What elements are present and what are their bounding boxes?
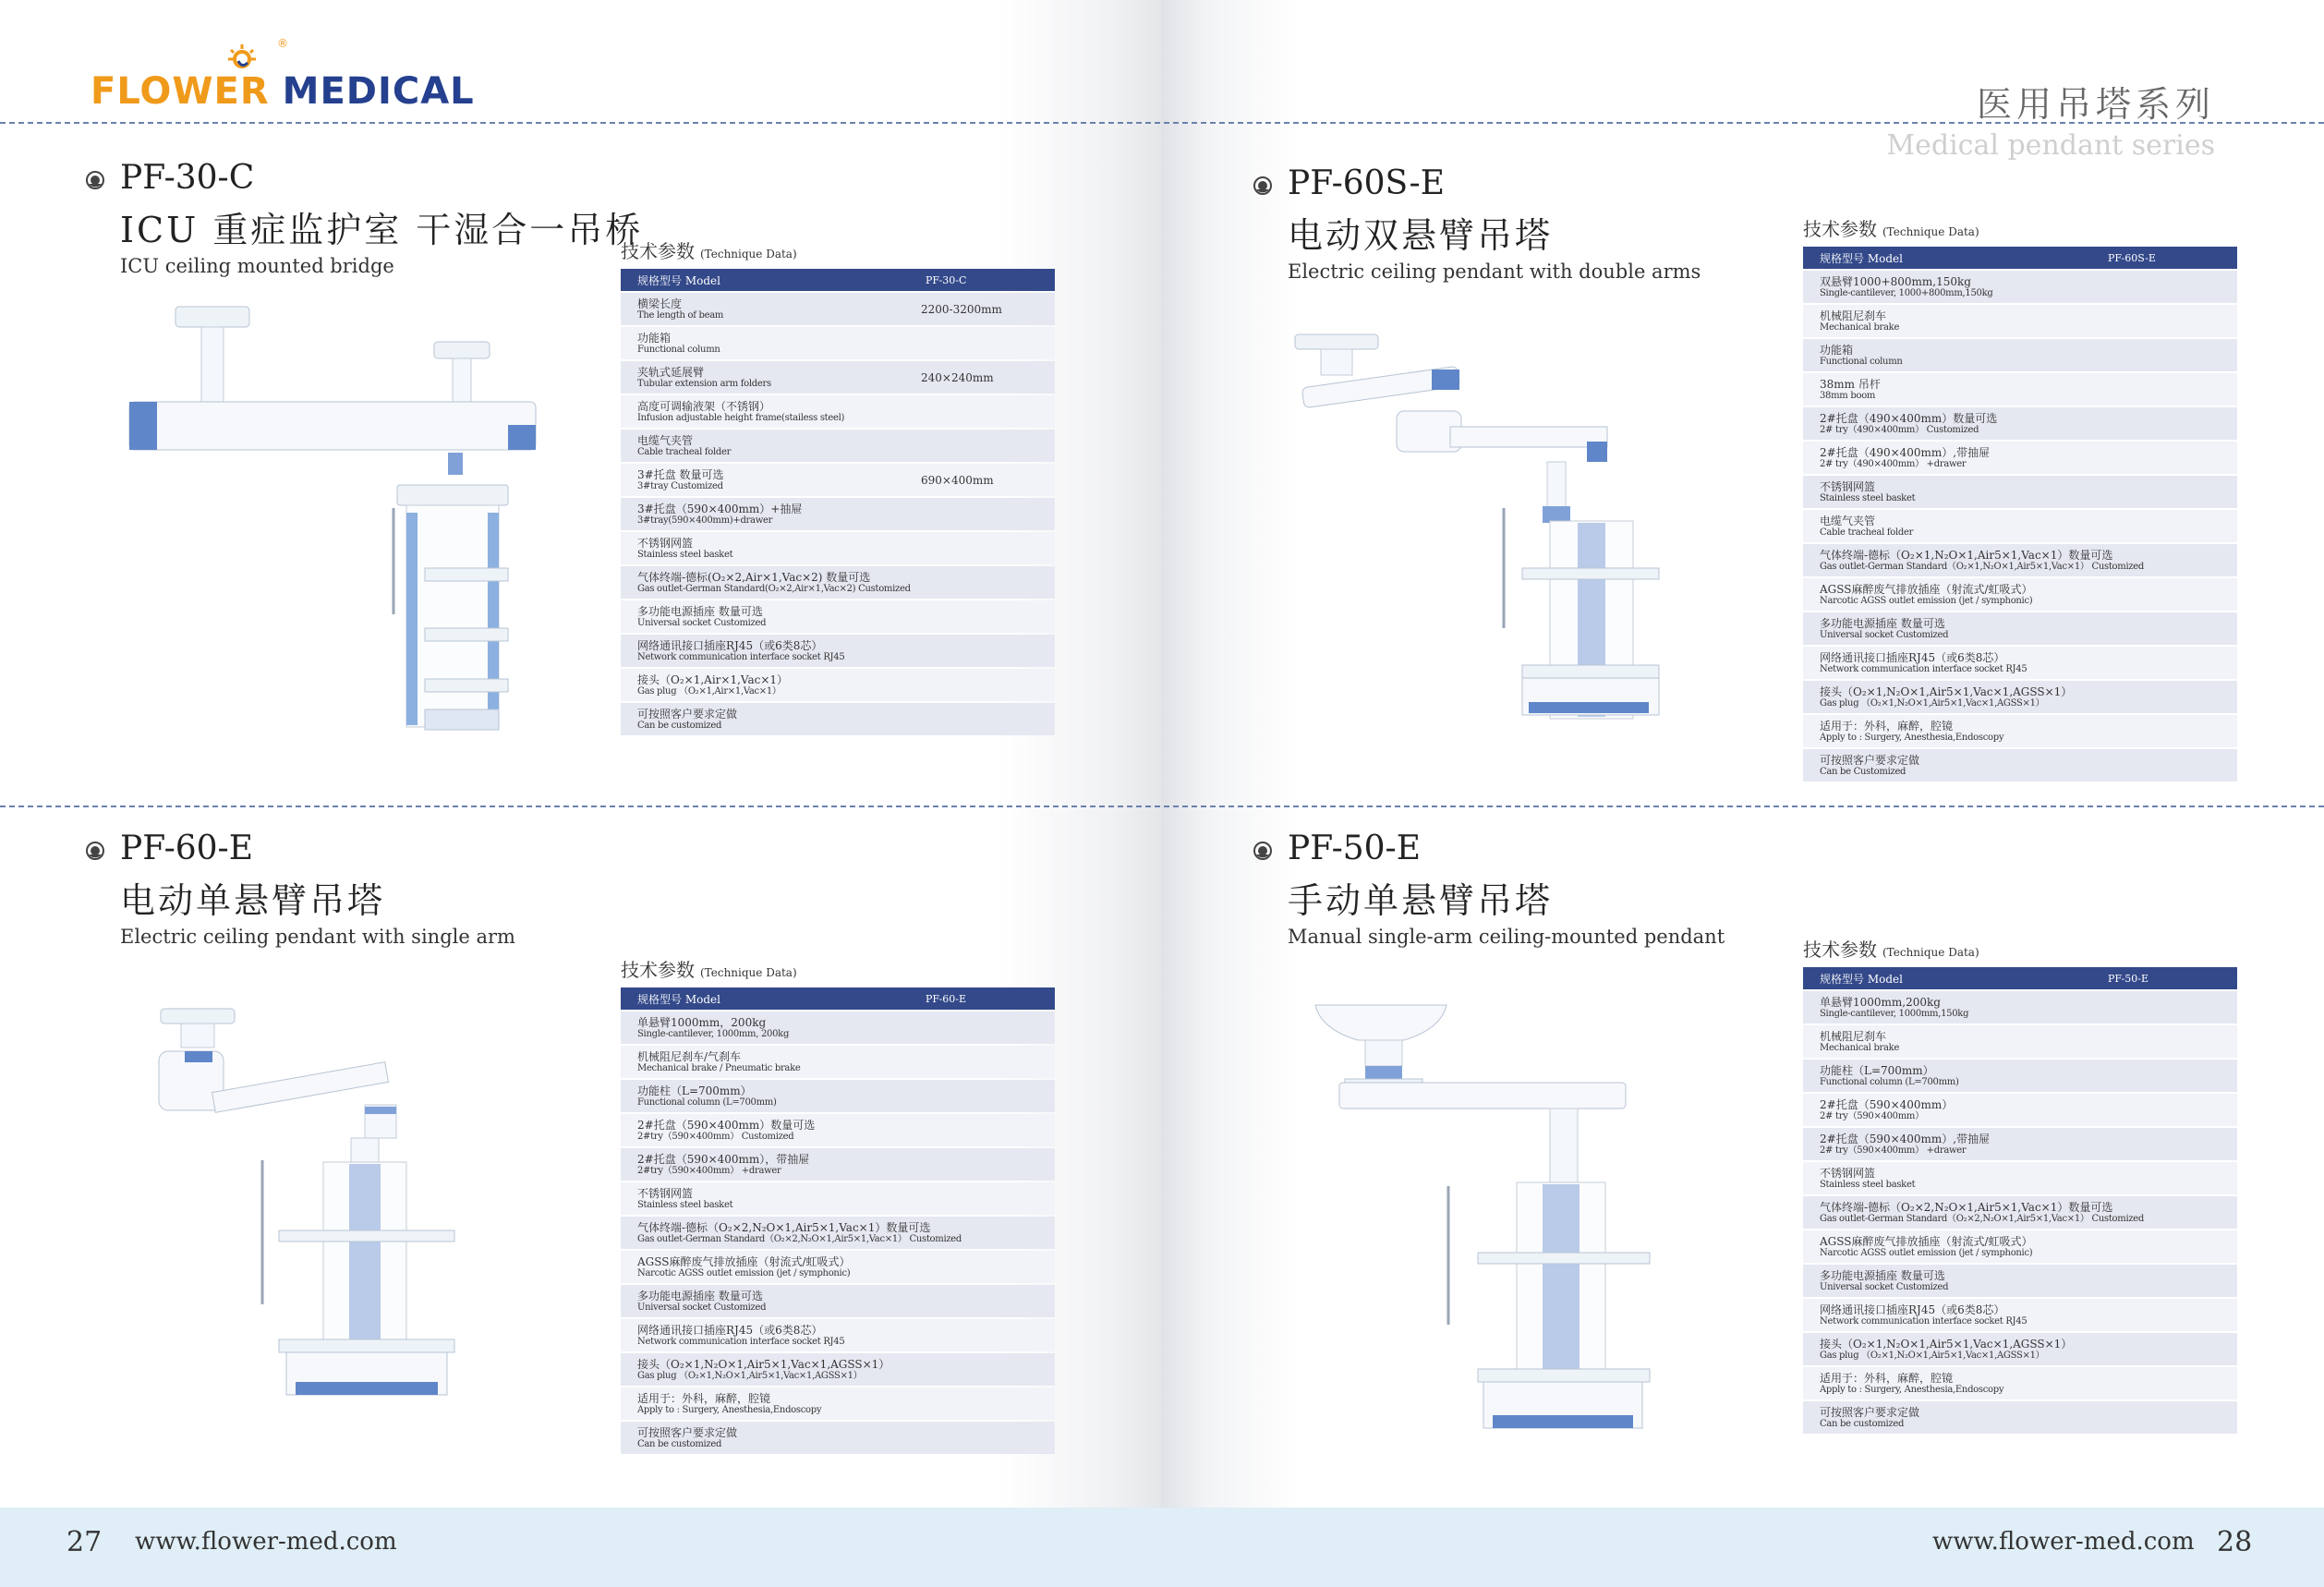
tech-row-label-en: Apply to : Surgery, Anesthesia,Endoscopy (637, 1404, 822, 1415)
tech-row-label-en: Universal socket Customized (1820, 1281, 1949, 1292)
tech-row (1803, 1025, 2237, 1058)
tech-row-label-cn: 接头（O₂×1,Air×1,Vac×1） (637, 672, 789, 686)
tech-row-label-en: Narcotic AGSS outlet emission (jet / symphonic) (1820, 1247, 2033, 1258)
tech-row (621, 464, 1055, 496)
tech-row-label-cn: 多功能电源插座 数量可选 (637, 1289, 763, 1302)
tech-title: 技术参数 (Technique Data) (621, 240, 797, 262)
tech-row-label-en: Functional column (L=700mm) (637, 1096, 777, 1108)
tech-row-label-cn: 网络通讯接口插座RJ45（或6类8芯） (637, 638, 823, 652)
tech-row-label-en: Cable tracheal folder (637, 446, 732, 457)
tech-row-label-cn: AGSS麻醉废气排放插座（射流式/虹吸式） (1820, 1234, 2033, 1248)
tech-row-label-en: Network communication interface socket RJ45 (637, 651, 845, 662)
tech-row-label-cn: 2#托盘（590×400mm） (1820, 1097, 1954, 1111)
series-title-en: Medical pendant series (1886, 129, 2215, 162)
tech-row-label-en: Gas plug （O₂×1,N₂O×1,Air5×1,Vac×1,AGSS×1） (1820, 697, 2045, 709)
tech-row (621, 600, 1055, 633)
tech-row-label-cn: 不锈钢网篮 (637, 1186, 694, 1200)
tech-row-label-cn: 网络通讯接口插座RJ45（或6类8芯） (637, 1323, 823, 1337)
tech-row-label-en: Can be customized (637, 1438, 722, 1449)
tech-row (1803, 373, 2237, 406)
tech-row-label-cn: 气体终端-德标（O₂×2,N₂O×1,Air5×1,Vac×1）数量可选 (1820, 1200, 2113, 1214)
page-number-right: 28 (2217, 1526, 2253, 1558)
tech-row (621, 1387, 1055, 1420)
brand-name-part2: MEDICAL (282, 70, 475, 113)
tech-row-label-en: Gas outlet-German Standard（O₂×2,N₂O×1,Air5×1,Vac×1） Customized (1820, 1213, 2145, 1224)
tech-row-label-cn: 夹轨式延展臂 (637, 365, 705, 379)
tech-row (621, 1046, 1055, 1078)
tech-row (1803, 407, 2237, 440)
series-title-cn: 医用吊塔系列 (1976, 84, 2215, 125)
pf-60-e-product-image (157, 1003, 490, 1437)
tech-row-label-en: Apply to : Surgery, Anesthesia,Endoscopy (1820, 1384, 2004, 1395)
tech-row (621, 1319, 1055, 1351)
tech-row-label-en: Mechanical brake (1820, 321, 1900, 333)
tech-row-label-cn: AGSS麻醉废气排放插座（射流式/虹吸式） (1820, 582, 2033, 596)
tech-row-label-en: Single-cantilever, 1000mm,150kg (1820, 1008, 1969, 1019)
tech-row-label-en: Stainless steel basket (637, 549, 733, 560)
tech-row-label-en: 2# try（590×400mm） (1820, 1110, 1924, 1121)
tech-row (621, 1182, 1055, 1215)
tech-row-label-cn: 电缆气夹管 (637, 433, 694, 447)
tech-row (1803, 647, 2237, 679)
disc-bullet-icon (85, 841, 105, 861)
tech-row-label-cn: 网络通讯接口插座RJ45（或6类8芯） (1820, 1302, 2005, 1316)
tech-row (1803, 1094, 2237, 1126)
tech-row-label-cn: 多功能电源插座 数量可选 (1820, 616, 1945, 630)
tech-row-label-en: Gas plug （O₂×1,Air×1,Vac×1） (637, 685, 781, 697)
brand-name-part1: FLOWER (91, 70, 270, 113)
tech-row (1803, 991, 2237, 1024)
tech-row (1803, 1230, 2237, 1263)
pf-60s-e-product-image (1293, 323, 1681, 730)
tech-row-label-en: Network communication interface socket RJ45 (637, 1336, 845, 1347)
tech-row-label-en: The length of beam (637, 309, 724, 321)
tech-row (621, 1012, 1055, 1044)
tech-row-label-cn: 不锈钢网篮 (1820, 1166, 1876, 1180)
tech-row-label-cn: 网络通讯接口插座RJ45（或6类8芯） (1820, 650, 2005, 664)
tech-row-label-en: Functional column (637, 344, 720, 355)
top-dashed-rule (0, 122, 2324, 124)
tech-row-label-cn: 气体终端-德标（O₂×2,N₂O×1,Air5×1,Vac×1）数量可选 (637, 1220, 931, 1234)
tech-row-label-cn: 双悬臂1000+800mm,150kg (1820, 274, 1971, 288)
tech-row-label-cn: 多功能电源插座 数量可选 (637, 604, 763, 618)
tech-row-label-en: Stainless steel basket (637, 1199, 733, 1210)
tech-row (621, 1285, 1055, 1317)
tech-row-label-en: Can be customized (1820, 1418, 1905, 1429)
tech-row-label-cn: 横梁长度 (637, 297, 683, 310)
tech-row-label-en: Network communication interface socket RJ45 (1820, 1315, 2027, 1327)
tech-row-label-cn: 接头（O₂×1,N₂O×1,Air5×1,Vac×1,AGSS×1） (1820, 684, 2073, 698)
pf-30-c-product-image (120, 296, 554, 739)
tech-row-label-cn: 机械阻尼刹车/气刹车 (637, 1049, 742, 1063)
tech-row (1803, 1060, 2237, 1092)
tech-row-label-en: Gas plug （O₂×1,N₂O×1,Air5×1,Vac×1,AGSS×1） (1820, 1350, 2045, 1361)
brand-logo (91, 70, 475, 113)
tech-row (1803, 476, 2237, 508)
tech-row-label-cn: 功能柱（L=700mm） (637, 1084, 752, 1097)
tech-row (1803, 1367, 2237, 1399)
tech-row (621, 1353, 1055, 1386)
tech-row-label-cn: 可按照客户要求定做 (1820, 753, 1920, 767)
tech-row-label-cn: 机械阻尼刹车 (1820, 309, 1887, 322)
tech-row-value: 2200-3200mm (921, 303, 1002, 316)
tech-row-label-cn: 不锈钢网篮 (1820, 479, 1876, 493)
product-name-cn: 手动单悬臂吊塔 (1288, 880, 1554, 921)
tech-row (621, 1422, 1055, 1454)
tech-row-value: 240×240mm (921, 371, 994, 384)
tech-title: 技术参数 (Technique Data) (1803, 939, 1979, 961)
tech-row-label-cn: 可按照客户要求定做 (637, 707, 738, 721)
tech-row-label-en: 2#try（590×400mm） Customized (637, 1131, 794, 1142)
tech-row-label-en: Mechanical brake (1820, 1042, 1900, 1053)
tech-row (1803, 271, 2237, 303)
tech-row-label-en: Gas outlet-German Standard（O₂×1,N₂O×1,Air5×1,Vac×1） Customized (1820, 561, 2145, 572)
product-model: PF-60S-E (1288, 164, 1445, 202)
tech-row-label-en: Stainless steel basket (1820, 492, 1916, 503)
tech-row-label-cn: 38mm 吊杆 (1820, 377, 1881, 391)
tech-row-label-en: Gas outlet-German Standard(O₂×2,Air×1,Vac×2) Customized (637, 583, 911, 594)
tech-table-pf-30-c (621, 236, 1055, 735)
tech-header-row: 规格型号 Model PF-60S-E (1803, 247, 2237, 269)
website-link-left[interactable]: www.flower-med.com (135, 1528, 397, 1556)
tech-row-label-cn: 功能箱 (637, 331, 672, 345)
tech-row-label-cn: 适用于：外科，麻醉，腔镜 (1820, 719, 1954, 733)
disc-bullet-icon (1253, 841, 1273, 861)
tech-row-label-en: Functional column (L=700mm) (1820, 1076, 1959, 1087)
tech-row (1803, 578, 2237, 611)
tech-row (1803, 1128, 2237, 1160)
disc-bullet-icon (1253, 176, 1273, 196)
tech-row-label-cn: 2#托盘（590×400mm），带抽屉 (637, 1152, 810, 1166)
tech-row-label-en: Universal socket Customized (637, 617, 767, 628)
tech-row-label-en: Universal socket Customized (637, 1302, 767, 1313)
tech-row-label-cn: 2#托盘（490×400mm）,带抽屉 (1820, 445, 1991, 459)
tech-row-label-cn: 可按照客户要求定做 (637, 1425, 738, 1439)
tech-row-label-cn: 单悬臂1000mm,200kg (1820, 995, 1941, 1009)
tech-row-label-cn: 适用于：外科，麻醉，腔镜 (637, 1391, 771, 1405)
tech-row-label-en: 3#tray Customized (637, 480, 723, 491)
tech-row (1803, 442, 2237, 474)
product-name-en: Electric ceiling pendant with double arms (1288, 260, 1701, 283)
tech-row (621, 361, 1055, 394)
sun-logo-icon (225, 41, 259, 74)
tech-row-label-cn: 接头（O₂×1,N₂O×1,Air5×1,Vac×1,AGSS×1） (637, 1357, 890, 1371)
tech-row-label-cn: 气体终端-德标（O₂×1,N₂O×1,Air5×1,Vac×1）数量可选 (1820, 548, 2113, 562)
tech-row (1803, 1162, 2237, 1194)
tech-row-label-en: Mechanical brake / Pneumatic brake (637, 1062, 801, 1073)
tech-row-label-en: Stainless steel basket (1820, 1179, 1916, 1190)
tech-row-label-en: 2# try（490×400mm） +drawer (1820, 458, 1967, 469)
tech-row-label-cn: 高度可调输液架（不锈钢） (637, 399, 771, 413)
tech-row (1803, 339, 2237, 371)
tech-row-label-en: Cable tracheal folder (1820, 527, 1914, 538)
product-model: PF-60-E (120, 830, 253, 867)
tech-row (621, 1114, 1055, 1146)
tech-row-label-en: 2# try（590×400mm） +drawer (1820, 1145, 1967, 1156)
tech-title: 技术参数 (Technique Data) (621, 959, 797, 981)
product-name-en: Manual single-arm ceiling-mounted pendant (1288, 926, 1725, 948)
tech-row-label-cn: 多功能电源插座 数量可选 (1820, 1268, 1945, 1282)
tech-row-label-en: 2# try（490×400mm） Customized (1820, 424, 1979, 435)
tech-row-label-en: Functional column (1820, 356, 1903, 367)
tech-row-label-cn: AGSS麻醉废气排放插座（射流式/虹吸式） (637, 1254, 851, 1268)
tech-row (621, 532, 1055, 564)
tech-header-row: 规格型号 Model PF-30-C (621, 269, 1055, 291)
tech-row-label-cn: 可按照客户要求定做 (1820, 1405, 1920, 1419)
tech-row-label-cn: 气体终端-德标(O₂×2,Air×1,Vac×2) 数量可选 (637, 570, 871, 584)
tech-row-label-cn: 2#托盘（590×400mm）,带抽屉 (1820, 1132, 1991, 1145)
tech-row-label-cn: 适用于：外科，麻醉，腔镜 (1820, 1371, 1954, 1385)
tech-row-label-cn: 功能箱 (1820, 343, 1854, 357)
tech-row-label-en: Gas outlet-German Standard（O₂×2,N₂O×1,Air5×1,Vac×1） Customized (637, 1233, 962, 1244)
tech-row-label-en: Can be customized (637, 720, 722, 731)
product-name-en: ICU ceiling mounted bridge (120, 255, 394, 277)
tech-row (621, 430, 1055, 462)
tech-row (1803, 715, 2237, 747)
tech-row (1803, 1265, 2237, 1297)
tech-row-label-cn: 3#托盘（590×400mm）+抽屉 (637, 502, 803, 515)
product-name-en: Electric ceiling pendant with single arm (120, 926, 515, 948)
tech-row (621, 669, 1055, 701)
tech-row-label-en: Narcotic AGSS outlet emission (jet / symphonic) (637, 1267, 851, 1278)
tech-row (1803, 1333, 2237, 1365)
tech-row-value: 690×400mm (921, 474, 994, 487)
tech-row-label-cn: 不锈钢网篮 (637, 536, 694, 550)
tech-row (1803, 305, 2237, 337)
tech-row (1803, 544, 2237, 576)
registered-mark: ® (277, 37, 288, 50)
tech-row-label-en: Infusion adjustable height frame(stailess steel) (637, 412, 845, 423)
tech-table-pf-50-e (1803, 935, 2237, 1434)
product-name-cn: 电动单悬臂吊塔 (120, 880, 386, 921)
tech-row-label-en: Tubular extension arm folders (637, 378, 771, 389)
tech-row (1803, 612, 2237, 645)
tech-row (621, 293, 1055, 325)
tech-row-label-cn: 3#托盘 数量可选 (637, 467, 724, 481)
tech-header-row: 规格型号 Model PF-60-E (621, 987, 1055, 1010)
tech-title: 技术参数 (Technique Data) (1803, 218, 1979, 240)
tech-row (621, 1251, 1055, 1283)
tech-row-label-cn: 电缆气夹管 (1820, 514, 1876, 527)
tech-row-label-en: Single-cantilever, 1000+800mm,150kg (1820, 287, 1993, 298)
tech-row (621, 703, 1055, 735)
tech-row (1803, 1196, 2237, 1229)
tech-table-pf-60-e (621, 955, 1055, 1454)
tech-row (621, 327, 1055, 359)
tech-row (1803, 510, 2237, 542)
product-model: PF-50-E (1288, 830, 1421, 867)
tech-row-label-cn: 机械阻尼刹车 (1820, 1029, 1887, 1043)
disc-bullet-icon (85, 170, 105, 190)
tech-table-pf-60s-e (1803, 214, 2237, 781)
tech-row-label-en: 3#tray(590×400mm)+drawer (637, 515, 773, 526)
tech-row-label-en: Gas plug （O₂×1,N₂O×1,Air5×1,Vac×1,AGSS×1） (637, 1370, 863, 1381)
tech-row (621, 1080, 1055, 1112)
tech-row-label-cn: 2#托盘（490×400mm）数量可选 (1820, 411, 1998, 425)
product-model: PF-30-C (120, 159, 255, 197)
tech-header-row: 规格型号 Model PF-50-E (1803, 967, 2237, 989)
tech-row (1803, 1299, 2237, 1331)
tech-row-label-en: Apply to : Surgery, Anesthesia,Endoscopy (1820, 732, 2004, 743)
tech-row (621, 566, 1055, 599)
tech-row-label-en: Narcotic AGSS outlet emission (jet / symphonic) (1820, 595, 2033, 606)
middle-dashed-rule (0, 806, 2324, 807)
tech-row-label-en: Universal socket Customized (1820, 629, 1949, 640)
tech-row (621, 395, 1055, 428)
tech-row-label-en: Can be Customized (1820, 766, 1906, 777)
tech-row-label-en: Single-cantilever, 1000mm, 200kg (637, 1028, 790, 1039)
tech-row-label-cn: 功能柱（L=700mm） (1820, 1063, 1934, 1077)
tech-row-label-cn: 接头（O₂×1,N₂O×1,Air5×1,Vac×1,AGSS×1） (1820, 1337, 2073, 1351)
product-name-cn: 电动双悬臂吊塔 (1288, 215, 1554, 256)
tech-row-label-en: 2#try（590×400mm） +drawer (637, 1165, 781, 1176)
tech-row (1803, 1401, 2237, 1434)
tech-row (621, 635, 1055, 667)
website-link-right[interactable]: www.flower-med.com (1932, 1528, 2195, 1556)
pf-50-e-product-image (1312, 1001, 1681, 1445)
tech-row (1803, 681, 2237, 713)
page-number-left: 27 (67, 1526, 103, 1558)
tech-row-label-en: 38mm boom (1820, 390, 1876, 401)
tech-row-label-en: Network communication interface socket RJ45 (1820, 663, 2027, 674)
tech-row-label-cn: 单悬臂1000mm，200kg (637, 1015, 767, 1029)
tech-row-label-cn: 2#托盘（590×400mm）数量可选 (637, 1118, 816, 1132)
tech-row (621, 498, 1055, 530)
product-name-cn: ICU 重症监护室 干湿合一吊桥 (120, 210, 644, 250)
tech-row (621, 1217, 1055, 1249)
tech-row (1803, 749, 2237, 781)
tech-row (621, 1148, 1055, 1181)
